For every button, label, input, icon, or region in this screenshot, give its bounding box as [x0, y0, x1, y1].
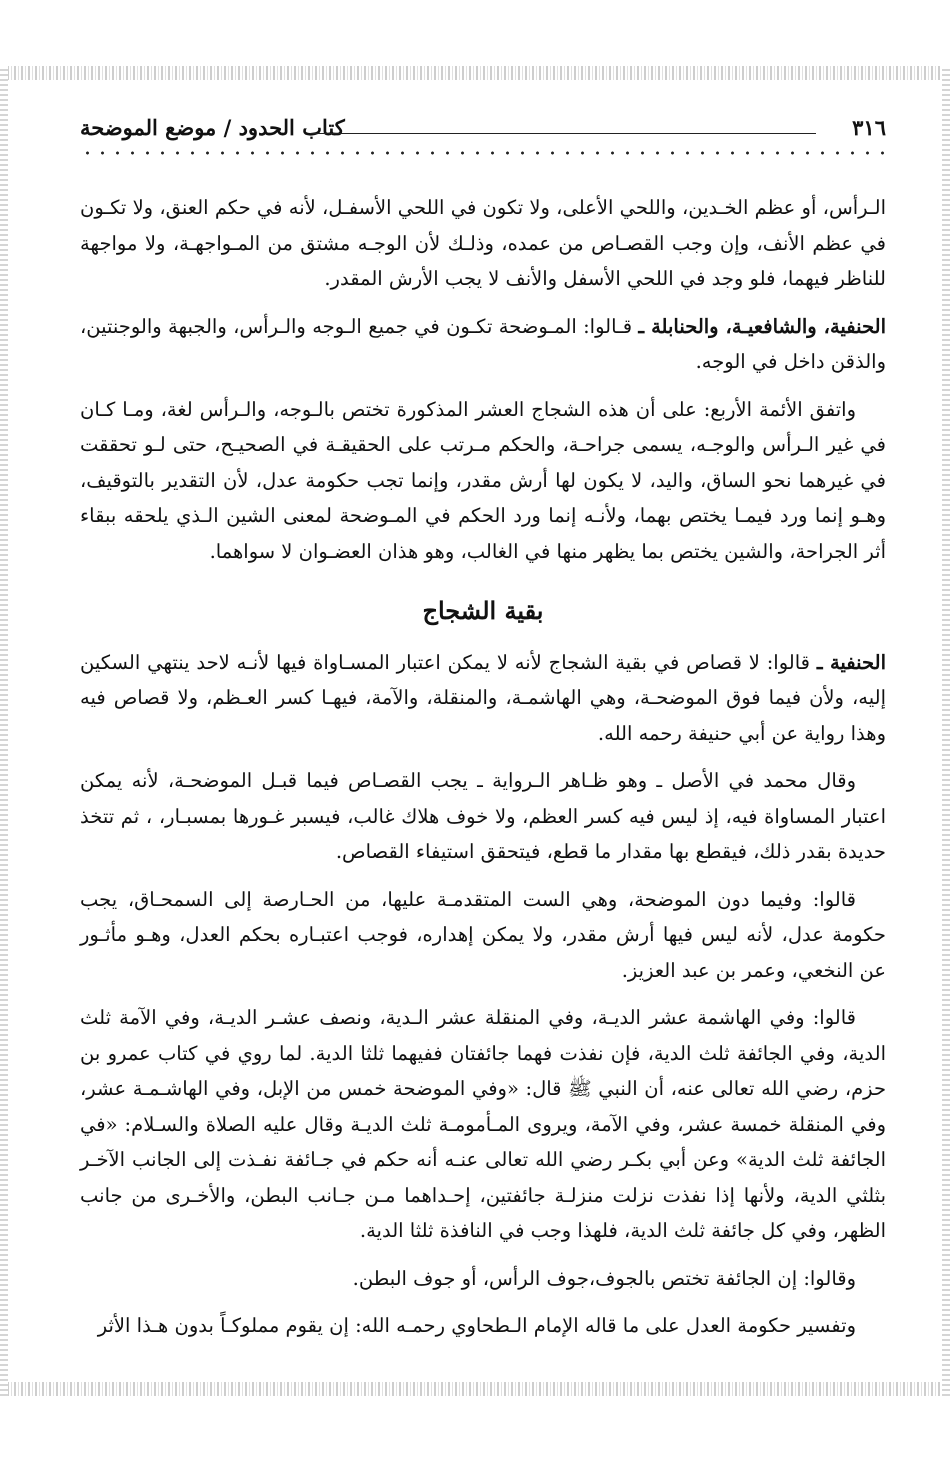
running-title: كتاب الحدود / موضع الموضحة — [80, 115, 345, 140]
paragraph: وتفسير حكومة العدل على ما قاله الإمام الـطحاوي رحمـه الله: إن يقوم مملوكـاً بدون هـذا الأثر — [97, 1314, 856, 1337]
dotted-separator — [80, 150, 886, 156]
book-page — [80, 100, 886, 1356]
paragraph: قالوا: وفي الهاشمة عشر الديـة، وفي المنقلة عشر الـدية، ونصف عشـر الديـة، وفي الآمة ثلث الدية، وفي الجائفة ثلث الدية، فإن نفذت فهما جائفتان ففيهما ثلثا الدية. لما روي في كتاب عمرو بن حزم، رضي الله تعالى عنه، أن النبي ﷺ قال: «وفي الموضحة خمس من الإبل، وفي الهاشـمـة عشر، وفي المنقلة خمسة عشر، وفي الآمة، ويروى المـأمومـة ثلث الديـة وقال عليه الصلاة والسـلام: «في الجائفة ثلث الدية» وعن أبي بكـر رضي الله تعالى عنـه أنه حكم في جـائفة نفـذت إلى الجانب الآخـر بثلثي الدية، ولأنها إذا نفذت نزلت منزلـة جائفتين، إحـداهما مـن جـانب البطن، والأخـرى من جانب الظهر، وفي كل جائفة ثلث الدية، فلهذا وجب في النافذة ثلثا الدية. — [80, 1006, 886, 1242]
page-body — [80, 190, 886, 1344]
decorative-border-left — [0, 66, 8, 1396]
header-rule — [310, 133, 816, 134]
paragraph: وقالوا: إن الجائفة تختص بالجوف،جوف الرأس، أو جوف البطن. — [352, 1266, 856, 1290]
paragraph-lead: الحنفية، والشافعيـة، والحنابلة ـ — [638, 314, 886, 338]
paragraph: قالوا: وفيما دون الموضحة، وهي الست المتقدمـة عليها، من الحـارصة إلى السمحـاق، يجب حكومة عدل، لأنه ليس فيها أرش مقدر، ولا يمكن إهداره، فوجب اعتبـاره بحكم العدل، وهـو مأثـور عن النخعي، وعمر بن عبد العزيز. — [80, 887, 886, 982]
decorative-border-top — [0, 66, 950, 80]
paragraph: الحنفية ـ قالوا: لا قصاص في بقية الشجاج لأنه لا يمكن اعتبار المسـاواة فيها لأنـه لاحد ينتهي السكين إليه، ولأن فيما فوق الموضحـة، وهي الهاشمـة، والمنقلة، والآمة، فيهـا كسر العـظم، ولا قصاص فيه وهذا رواية عن أبي حنيفة رحمه الله. — [80, 650, 886, 745]
paragraph: الـرأس، أو عظم الخـدين، واللحي الأعلى، ولا تكون في اللحي الأسفـل، لأنه في حكم العنق، ولا تكـون في عظم الأنف، وإن وجب القصـاص من عمده، وذلـك لأن الوجـه مشتق من المـواجهـة، ولا مواجهة للناظر فيهما، فلو وجد في اللحي الأسفل والأنف لا يجب الأرش المقدر. — [80, 196, 886, 290]
page-number: ٣١٦ — [852, 115, 886, 140]
decorative-border-bottom — [0, 1382, 950, 1396]
page-header — [80, 100, 886, 140]
paragraph: واتفق الأئمة الأربع: على أن هذه الشجاج العشر المذكورة تختص بالـوجه، والـرأس لغة، ومـا كـان في غير الـرأس والوجـه، يسمى جراحـة، والحكم مـرتب على الحقيقـة في الصحيـح، حتى لـو تحققت في غيرهما نحو الساق، واليد، لا يكون لها أرش مقدر، وإنما تجب حكومة عدل، لأن التقدير بالتوقيف، وهـو إنما ورد فيمـا يختص بهما، ولأنـه إنما ورد الحكم في المـوضحة لمعنى الشين الـذي يلحقه ببقاء أثر الجراحة، والشين يختص بما يظهر منها في الغالب، وهو هذان العضـوان لا سواهما. — [80, 397, 886, 563]
paragraph-lead: الحنفية ـ — [816, 650, 886, 674]
paragraph: وقال محمد في الأصل ـ وهو ظـاهر الـرواية ـ يجب القصـاص فيما قبـل الموضحـة، لأنه يمكن اعتبار المساواة فيه، إذ ليس فيه كسر العظم، ولا خوف هلاك غالب، فيسبر غـورها بمسبـار، ، ثم تتخذ حديدة بقدر ذلك، فيقطع بها مقدار ما قطع، فيتحقق استيفاء القصاص. — [80, 769, 886, 863]
section-heading: بقية الشجاج — [422, 596, 544, 625]
decorative-border-right — [942, 66, 950, 1396]
paragraph: الحنفية، والشافعيـة، والحنابلة ـ قـالوا: المـوضحة تكـون في جميع الـوجه والـرأس، والجبهة والوجنتين، والذقن داخل في الوجه. — [80, 314, 886, 373]
